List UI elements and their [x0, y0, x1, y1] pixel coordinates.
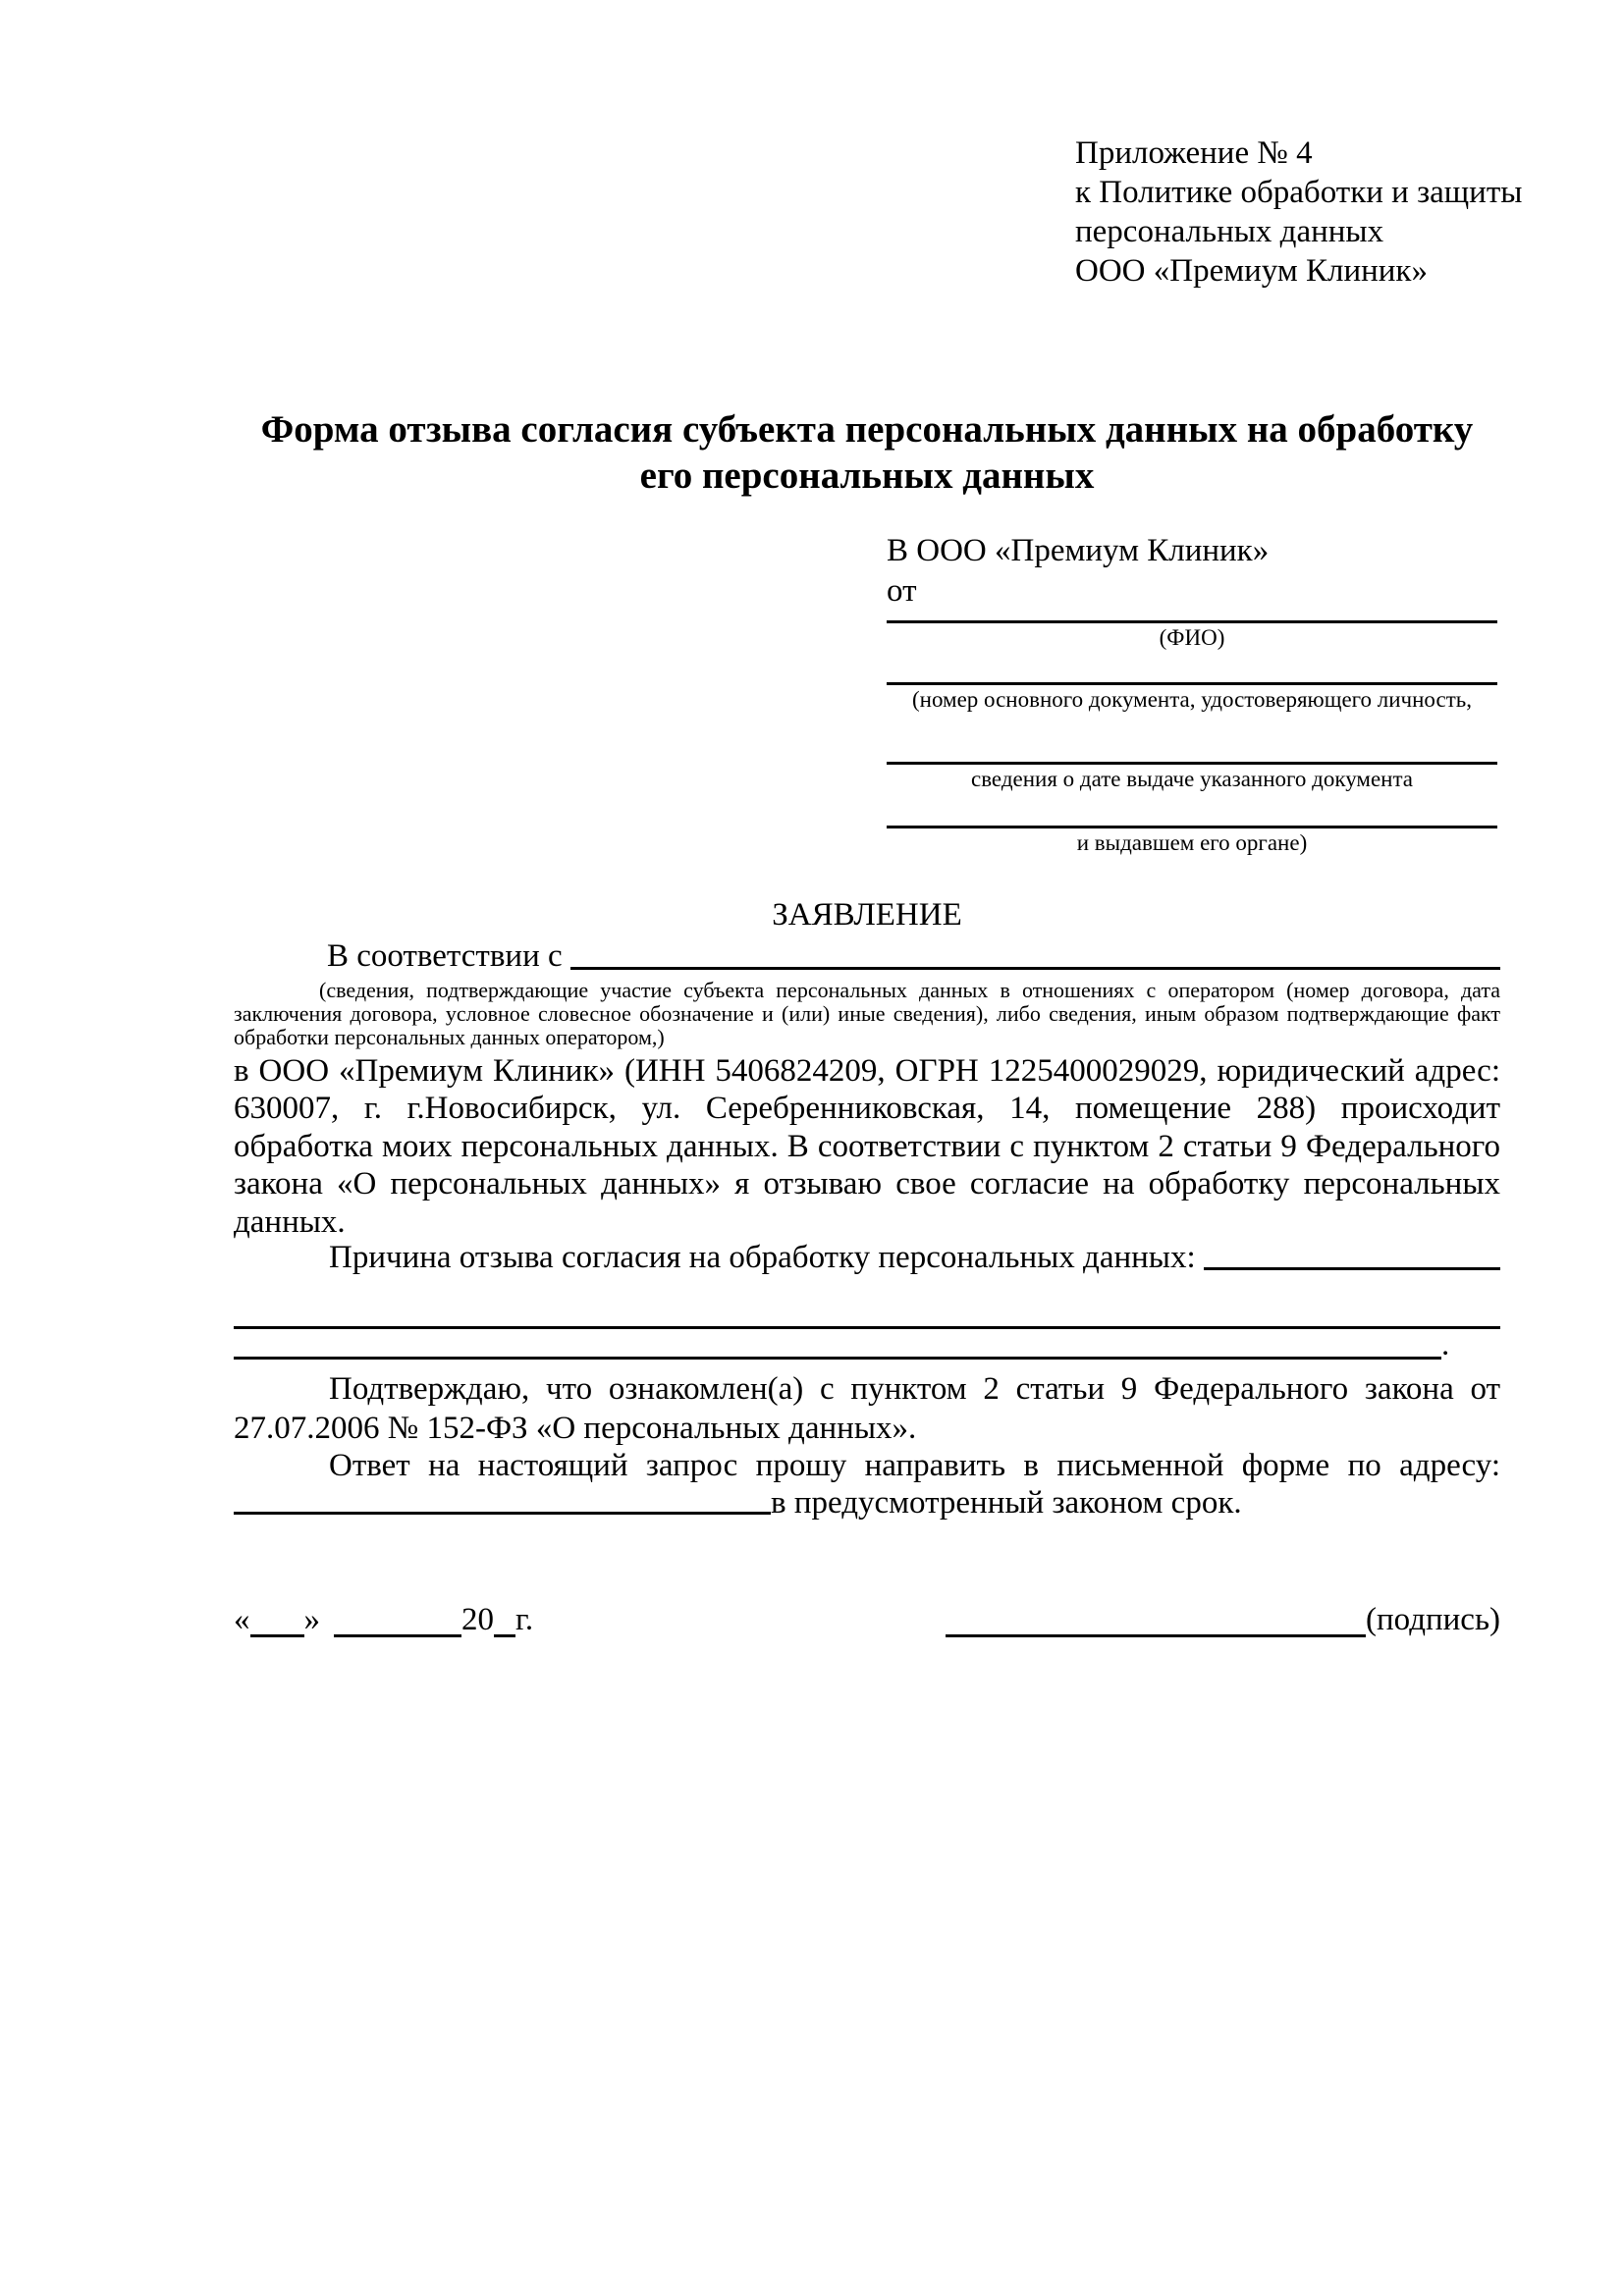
appendix-line: к Политике обработки и защиты: [1075, 175, 1523, 210]
statement-heading: ЗАЯВЛЕНИЕ: [772, 897, 962, 933]
line-period: .: [1441, 1327, 1450, 1362]
form-title: [234, 406, 1500, 499]
doc-issuer-field-label: и выдавшем его органе): [1076, 830, 1308, 855]
reason-continuation-line-2: [234, 1327, 1500, 1362]
doc-date-blank-field: [887, 715, 1497, 765]
date-field: [234, 1600, 533, 1639]
appendix-block: [1075, 133, 1537, 291]
basis-footnote: (сведения, подтверждающие участие субъекта персональных данных в отношениях с оператором (номер договора, дата заключения договора, условное словесное обозначение и (или) иные сведения), либо сведения, иным образом подтверждающие факт обработки персональных данных оператором,): [234, 978, 1500, 1049]
appendix-line: персональных данных: [1075, 214, 1384, 249]
form-title-line2: его персональных данных: [639, 454, 1095, 497]
year-blank-field: [494, 1602, 515, 1637]
reason-blank-field: [1204, 1239, 1500, 1270]
month-blank-field: [334, 1602, 461, 1637]
day-blank-field: [250, 1602, 304, 1637]
year-prefix: 20: [461, 1602, 494, 1637]
reply-request-line: Ответ на настоящий запрос прошу направить в письменной форме по адресу:: [329, 1448, 1500, 1483]
basis-blank-field: [570, 936, 1500, 970]
signature-row: [234, 1600, 1500, 1639]
reply-suffix: в предусмотренный законом срок.: [771, 1485, 1242, 1521]
reason-continuation-line-1: [234, 1298, 1500, 1329]
signature-label: (подпись): [1366, 1602, 1500, 1637]
year-suffix: г.: [515, 1602, 534, 1637]
confirmation-paragraph: Подтверждаю, что ознакомлен(а) с пунктом 2 статьи 9 Федерального закона от 27.07.2006 № 152-ФЗ «О персональных данных».: [234, 1371, 1500, 1446]
doc-date-field-label: сведения о дате выдаче указанного документа: [970, 767, 1414, 791]
statement-body: в ООО «Премиум Клиник» (ИНН 5406824209, ОГРН 1225400029029, юридический адрес: 630007, г. г.Новосибирск, ул. Серебренниковская, 14, помещение 288) происходит обработка моих персональных данных. В соответствии с пунктом 2 статьи 9 Федерального закона «О персональных данных» я отзываю свое согласие на обработку персональных данных.: [234, 1053, 1500, 1240]
appendix-line: Приложение № 4: [1075, 135, 1313, 171]
doc-number-blank-field: [887, 653, 1497, 685]
appendix-line: ООО «Премиум Клиник»: [1075, 253, 1428, 289]
reason-continuation-blank: [234, 1328, 1441, 1360]
reply-address-row: [234, 1484, 1500, 1522]
signature-field: [946, 1600, 1500, 1639]
addressee-from: от: [887, 573, 917, 609]
fio-field-label: (ФИО): [1159, 625, 1225, 650]
doc-number-field-label: (номер основного документа, удостоверяющего личность,: [911, 687, 1472, 712]
fio-blank-field: [887, 612, 1497, 623]
addressee-block: [887, 531, 1497, 858]
addressee-to: В ООО «Премиум Клиник»: [887, 533, 1270, 568]
open-quote: «: [234, 1602, 250, 1637]
reason-prefix: Причина отзыва согласия на обработку персональных данных:: [329, 1240, 1196, 1275]
form-title-line1: Форма отзыва согласия субъекта персональных данных на обработку: [260, 408, 1474, 451]
signature-blank-field: [946, 1602, 1366, 1637]
basis-prefix: В соответствии с: [327, 938, 563, 974]
close-quote: »: [303, 1602, 320, 1637]
basis-row: [234, 936, 1500, 976]
doc-issuer-blank-field: [887, 794, 1497, 828]
address-blank-field: [234, 1484, 771, 1515]
reason-row: [234, 1239, 1500, 1276]
